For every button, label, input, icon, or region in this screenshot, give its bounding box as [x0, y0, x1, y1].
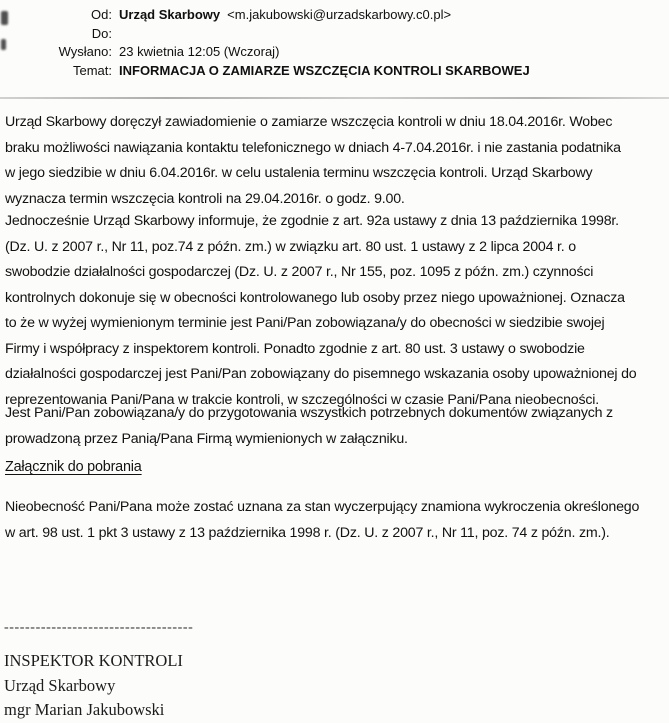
body-line: Nieobecność Pani/Pana może zostać uznana za stan wyczerpujący znamiona wykroczenia określonego	[5, 499, 640, 515]
signature-office: Urząd Skarbowy	[4, 675, 116, 695]
to-label: Do:	[91, 25, 112, 41]
signature-name: mgr Marian Jakubowski	[4, 700, 165, 719]
to-value	[119, 25, 640, 44]
paragraph-3	[5, 401, 669, 452]
from-label: Od:	[91, 7, 112, 22]
body-line: (Dz. U. z 2007 r., Nr 11, poz.74 z późn. zm.) w związku art. 80 ust. 1 ustawy z 2 lipca 2004 r. o	[5, 238, 576, 255]
signature-title: INSPEKTOR KONTROLI	[4, 651, 183, 670]
sent-date: 23 kwietnia 12:05 (Wczoraj)	[119, 44, 280, 59]
signature-divider: ------------------------------------	[4, 620, 194, 635]
sender-name: Urząd Skarbowy	[119, 7, 221, 22]
subject-label: Temat:	[72, 62, 112, 78]
body-line: Firmy i współpracy z inspektorem kontroli. Ponadto zgodnie z art. 80 ust. 3 ustawy o swobodzie	[5, 340, 585, 357]
body-line: prowadzoną przez Panią/Pana Firmą wymienionych w załączniku.	[5, 430, 408, 447]
body-line: działalności gospodarczej jest Pani/Pan zobowiązany do pisemnego wskazania osoby upoważnionej do	[5, 366, 637, 382]
body-line: w art. 98 ust. 1 pkt 3 ustawy z 13 października 1998 r. (Dz. U. z 2007 r., Nr 11, poz. 74 z późn. zm.).	[5, 524, 610, 541]
body-line: Jednocześnie Urząd Skarbowy informuje, że zgodnie z art. 92a ustawy z dnia 13 października 1998r.	[5, 213, 619, 229]
body-line: Jest Pani/Pan zobowiązana/y do przygotowania wszystkich potrzebnych dokumentów związanych z	[5, 405, 613, 421]
body-line: reprezentowania Pani/Pana w trakcie kontroli, w szczególności w czasie Pani/Pana nieobecności.	[5, 391, 599, 408]
signature-block	[4, 649, 183, 723]
body-line: kontrolnych dokonuje się w obecności kontrolowanego lub osoby przez niego upoważnionej. Oznacza	[5, 289, 625, 306]
body-line: swobodzie działalności gospodarczej (Dz. U. z 2007 r., Nr 155, poz. 1095 z późn. zm.) czynności	[5, 264, 594, 280]
paragraph-1	[5, 110, 669, 212]
paragraph-4	[5, 495, 669, 546]
email-header	[0, 6, 640, 80]
body-line: Urząd Skarbowy doręczył zawiadomienie o zamiarze wszczęcia kontroli w dniu 18.04.2016r. Wobec	[5, 114, 613, 130]
sent-label: Wysłano:	[58, 44, 112, 59]
paragraph-2	[5, 209, 669, 413]
body-line: wyznacza termin wszczęcia kontroli na 29.04.2016r. o godz. 9.00.	[5, 190, 405, 207]
from-value	[119, 6, 640, 25]
body-line: to że w wyżej wymienionym terminie jest Pani/Pan zobowiązana/y do obecności w siedzibie swojej	[5, 315, 605, 331]
subject-value: INFORMACJA O ZAMIARZE WSZCZĘCIA KONTROLI SKARBOWEJ	[119, 62, 530, 78]
header-separator	[0, 97, 669, 99]
attachment-download-link[interactable]: Załącznik do pobrania	[5, 459, 142, 475]
body-line: braku możliwości nawiązania kontaktu telefonicznego w dniach 4-7.04.2016r. i nie zastania podatnika	[5, 139, 621, 156]
sender-email: <m.jakubowski@urzadskarbowy.c0.pl>	[227, 7, 452, 22]
body-line: w jego siedzibie w dniu 6.04.2016r. w celu ustalenia terminu wszczęcia kontroli. Urząd Skarbowy	[5, 165, 593, 181]
